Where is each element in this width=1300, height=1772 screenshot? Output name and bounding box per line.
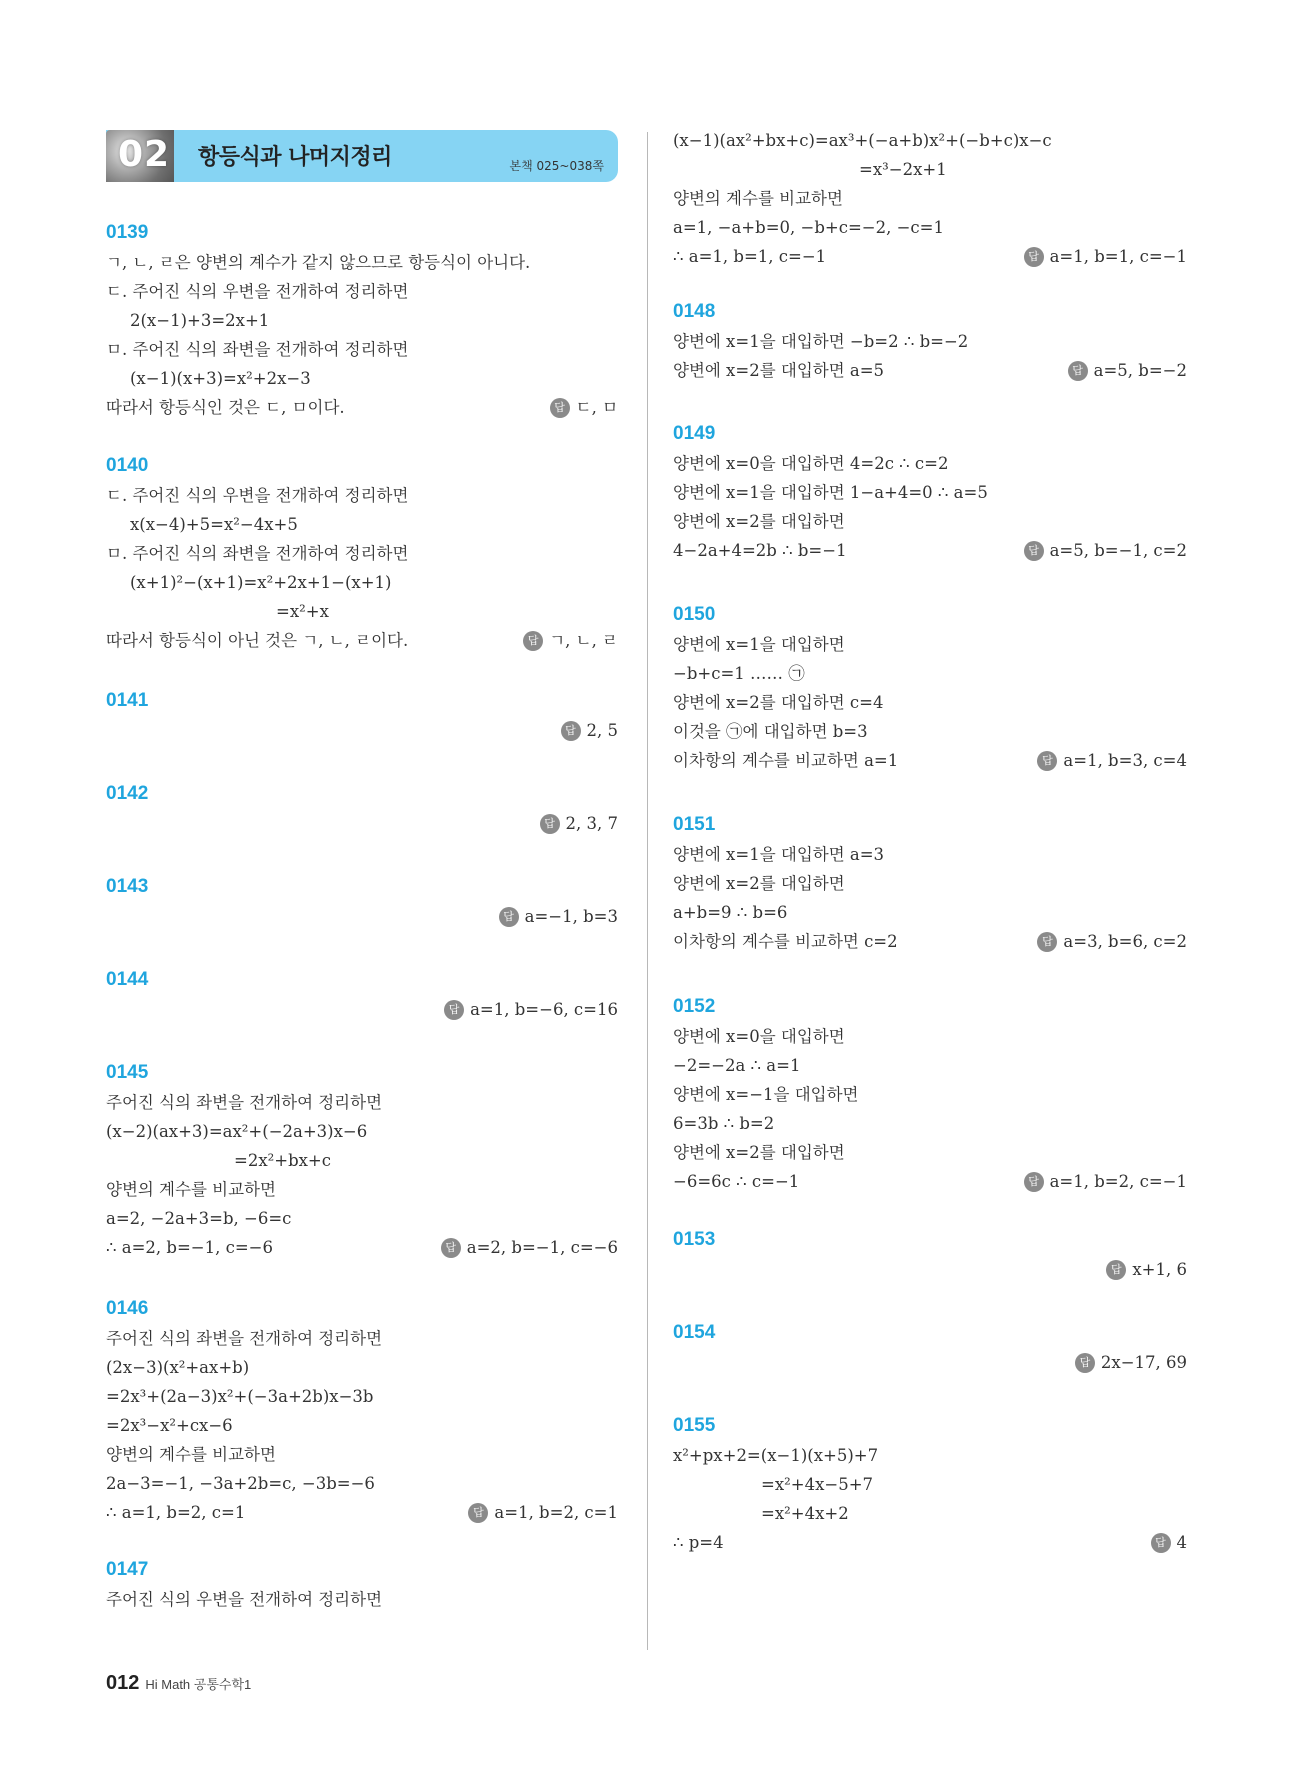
solution-line [673, 630, 1187, 659]
problem-block [106, 451, 618, 655]
page-footer [106, 1672, 251, 1695]
solution-line [673, 717, 1187, 746]
solution-text: x(x−4)+5=x²−4x+5 [130, 515, 298, 534]
solution-text: 양변에 x=2를 대입하면 a=5 [673, 361, 885, 380]
solution-line [673, 184, 1187, 213]
problem-block [106, 1058, 618, 1262]
solution-line [673, 507, 1187, 536]
problem-block [106, 1294, 618, 1527]
solution-text: 양변에 x=2를 대입하면 c=4 [673, 693, 884, 712]
solution-line [673, 1470, 1187, 1499]
solution-text: a=2, −2a+3=b, −6=c [106, 1209, 292, 1228]
solution-line [106, 1233, 618, 1262]
solution-line [106, 1175, 618, 1204]
column-divider [647, 132, 648, 1650]
book-title: Hi Math 공통수학1 [145, 1677, 252, 1692]
solution-text: 2(x−1)+3=2x+1 [130, 311, 270, 330]
solution-text: 양변의 계수를 비교하면 [106, 1445, 276, 1464]
problem-number: 0145 [106, 1062, 149, 1083]
solution-text: 양변에 x=0을 대입하면 [673, 1027, 845, 1046]
problem-number: 0152 [673, 996, 716, 1017]
answer-value: a=1, b=1, c=−1 [1049, 247, 1187, 266]
answer-value: a=−1, b=3 [524, 907, 618, 926]
problem-number: 0141 [106, 690, 149, 711]
solution-text: 따라서 항등식이 아닌 것은 ㄱ, ㄴ, ㄹ이다. [106, 631, 409, 650]
problem-block [106, 1555, 618, 1614]
solution-text: ㄷ. 주어진 식의 우변을 전개하여 정리하면 [106, 486, 409, 505]
solution-line [673, 536, 1187, 565]
solution-text: (2x−3)(x²+ax+b) [106, 1358, 250, 1377]
problem-block [673, 600, 1187, 775]
solution-line [673, 840, 1187, 869]
problem-number: 0153 [673, 1229, 716, 1250]
solution-line [106, 1324, 618, 1353]
solution-text: 양변에 x=1을 대입하면 1−a+4=0 ∴ a=5 [673, 483, 988, 502]
solution-line [106, 1088, 618, 1117]
answer-mark-icon: 답 [1024, 1172, 1044, 1192]
answer-value: a=1, b=−6, c=16 [470, 1000, 618, 1019]
solution-text: (x−1)(ax²+bx+c)=ax³+(−a+b)x²+(−b+c)x−c [673, 131, 1052, 150]
solution-text: =x³−2x+1 [859, 160, 947, 179]
solution-text: =x²+x [276, 602, 329, 621]
answer-mark-icon: 답 [441, 1238, 461, 1258]
answer [1037, 746, 1187, 775]
solution-text: 2a−3=−1, −3a+2b=c, −3b=−6 [106, 1474, 375, 1493]
answer [1024, 536, 1187, 565]
solution-text: (x−2)(ax+3)=ax²+(−2a+3)x−6 [106, 1122, 368, 1141]
problem-block [106, 686, 618, 745]
answer [1075, 1348, 1187, 1377]
solution-text: a+b=9 ∴ b=6 [673, 903, 788, 922]
answer [523, 626, 618, 655]
solution-text: ㄷ. 주어진 식의 우변을 전개하여 정리하면 [106, 282, 409, 301]
answer [561, 716, 619, 745]
solution-text: −6=6c ∴ c=−1 [673, 1172, 800, 1191]
answer-mark-icon: 답 [1037, 751, 1057, 771]
solution-line [673, 688, 1187, 717]
answer-mark-icon: 답 [1068, 361, 1088, 381]
solution-text: ㄱ, ㄴ, ㄹ은 양변의 계수가 같지 않으므로 항등식이 아니다. [106, 253, 531, 272]
page-reference: 본책 025~038쪽 [509, 159, 604, 173]
solution-line [106, 277, 618, 306]
solution-line [106, 1411, 618, 1440]
solution-line [673, 927, 1187, 956]
answer-line [106, 716, 618, 745]
solution-line [673, 1499, 1187, 1528]
solution-line [106, 510, 618, 539]
solution-text: 이차항의 계수를 비교하면 a=1 [673, 751, 899, 770]
solution-text: 주어진 식의 우변을 전개하여 정리하면 [106, 1590, 383, 1609]
solution-line [673, 1138, 1187, 1167]
solution-text: 양변에 x=0을 대입하면 4=2c ∴ c=2 [673, 454, 949, 473]
solution-line [673, 1109, 1187, 1138]
solution-text: 양변에 x=1을 대입하면 [673, 635, 845, 654]
answer [441, 1233, 618, 1262]
solution-line [673, 869, 1187, 898]
solution-text: 양변에 x=−1을 대입하면 [673, 1085, 859, 1104]
answer-value: a=1, b=2, c=−1 [1049, 1172, 1187, 1191]
solution-text: 주어진 식의 좌변을 전개하여 정리하면 [106, 1093, 383, 1112]
solution-line [106, 481, 618, 510]
page-number: 012 [106, 1672, 140, 1694]
solution-text: 이차항의 계수를 비교하면 c=2 [673, 932, 898, 951]
solution-line [106, 1440, 618, 1469]
solution-line [673, 1022, 1187, 1051]
solution-text: 양변의 계수를 비교하면 [673, 189, 843, 208]
solution-line [106, 1146, 618, 1175]
answer-mark-icon: 답 [1024, 247, 1044, 267]
solution-text: 양변의 계수를 비교하면 [106, 1180, 276, 1199]
solution-line [106, 1469, 618, 1498]
solution-text: −2=−2a ∴ a=1 [673, 1056, 801, 1075]
solution-line [673, 356, 1187, 385]
solution-line [106, 626, 618, 655]
solution-line [673, 242, 1187, 271]
answer [550, 393, 618, 422]
problem-number: 0148 [673, 301, 716, 322]
solution-line [106, 364, 618, 393]
solution-line [106, 248, 618, 277]
answer-value: ㄱ, ㄴ, ㄹ [549, 631, 618, 650]
problem-number: 0142 [106, 783, 149, 804]
solution-text: ∴ p=4 [673, 1533, 724, 1552]
answer-value: 2, 5 [586, 721, 618, 740]
answer-value: a=5, b=−2 [1093, 361, 1187, 380]
problem-number: 0143 [106, 876, 149, 897]
problem-block [673, 1225, 1187, 1284]
solution-line [106, 1498, 618, 1527]
answer-line [673, 1348, 1187, 1377]
solution-text: −b+c=1 …… ㉠ [673, 664, 805, 683]
answer-mark-icon: 답 [1024, 541, 1044, 561]
solution-line [673, 1051, 1187, 1080]
solution-line [673, 1167, 1187, 1196]
problem-block [106, 779, 618, 838]
solution-line [673, 126, 1187, 155]
problem-block [106, 872, 618, 931]
solution-line [673, 1441, 1187, 1470]
answer [1151, 1528, 1188, 1557]
solution-text: 양변에 x=2를 대입하면 [673, 1143, 845, 1162]
answer [1024, 242, 1187, 271]
solution-text: 주어진 식의 좌변을 전개하여 정리하면 [106, 1329, 383, 1348]
solution-text: 4−2a+4=2b ∴ b=−1 [673, 541, 847, 560]
answer-value: a=1, b=3, c=4 [1063, 751, 1187, 770]
answer-mark-icon: 답 [499, 907, 519, 927]
solution-text: (x+1)²−(x+1)=x²+2x+1−(x+1) [130, 573, 392, 592]
solution-text: 양변에 x=1을 대입하면 a=3 [673, 845, 885, 864]
problem-number: 0147 [106, 1559, 149, 1580]
solution-text: ㅁ. 주어진 식의 좌변을 전개하여 정리하면 [106, 544, 409, 563]
solution-text: =2x²+bx+c [234, 1151, 332, 1170]
answer-line [673, 1255, 1187, 1284]
solution-line [673, 155, 1187, 184]
problem-number: 0146 [106, 1298, 149, 1319]
solution-line [106, 568, 618, 597]
answer-mark-icon: 답 [1037, 932, 1057, 952]
solution-text: =2x³+(2a−3)x²+(−3a+2b)x−3b [106, 1387, 374, 1406]
problem-block [673, 1411, 1187, 1557]
problem-block [106, 218, 618, 422]
answer [540, 809, 618, 838]
answer-value: 2x−17, 69 [1100, 1353, 1187, 1372]
answer-mark-icon: 답 [468, 1503, 488, 1523]
solution-line [106, 1204, 618, 1233]
problem-number: 0151 [673, 814, 716, 835]
answer-mark-icon: 답 [444, 1000, 464, 1020]
answer-value: 2, 3, 7 [565, 814, 618, 833]
answer-value: a=5, b=−1, c=2 [1049, 541, 1187, 560]
solution-text: =x²+4x+2 [761, 1504, 849, 1523]
problem-block [673, 126, 1187, 271]
solution-line [673, 1080, 1187, 1109]
problem-block [673, 419, 1187, 565]
answer-value: a=1, b=2, c=1 [494, 1503, 618, 1522]
solution-line [106, 597, 618, 626]
problem-number: 0150 [673, 604, 716, 625]
solution-line [106, 393, 618, 422]
solution-text: (x−1)(x+3)=x²+2x−3 [130, 369, 311, 388]
solution-text: 6=3b ∴ b=2 [673, 1114, 775, 1133]
solution-text: ∴ a=1, b=2, c=1 [106, 1503, 246, 1522]
solution-text: 양변에 x=2를 대입하면 [673, 512, 845, 531]
solution-text: ∴ a=2, b=−1, c=−6 [106, 1238, 273, 1257]
problem-number: 0154 [673, 1322, 716, 1343]
solution-line [673, 478, 1187, 507]
section-title: 항등식과 나머지정리 [198, 145, 392, 170]
solution-line [673, 898, 1187, 927]
problem-block [673, 992, 1187, 1196]
problem-number: 0149 [673, 423, 716, 444]
answer-mark-icon: 답 [550, 398, 570, 418]
solution-line [673, 449, 1187, 478]
problem-block [673, 1318, 1187, 1377]
solution-line [673, 1528, 1187, 1557]
answer [1037, 927, 1187, 956]
solution-text: ∴ a=1, b=1, c=−1 [673, 247, 827, 266]
solution-text: 양변에 x=1을 대입하면 −b=2 ∴ b=−2 [673, 332, 969, 351]
answer-value: 4 [1176, 1533, 1187, 1552]
solution-text: ㅁ. 주어진 식의 좌변을 전개하여 정리하면 [106, 340, 409, 359]
problem-block [673, 297, 1187, 385]
answer-value: x+1, 6 [1132, 1260, 1187, 1279]
solution-line [673, 746, 1187, 775]
section-number: 02 [118, 134, 171, 175]
problem-number: 0155 [673, 1415, 716, 1436]
solution-line [106, 1382, 618, 1411]
answer-mark-icon: 답 [1075, 1353, 1095, 1373]
answer [1068, 356, 1187, 385]
answer-line [106, 902, 618, 931]
solution-text: =x²+4x−5+7 [761, 1475, 874, 1494]
answer [1106, 1255, 1187, 1284]
solution-line [106, 1117, 618, 1146]
answer-line [106, 809, 618, 838]
answer-value: a=2, b=−1, c=−6 [466, 1238, 618, 1257]
answer [499, 902, 618, 931]
solution-line [673, 327, 1187, 356]
answer-line [106, 995, 618, 1024]
solution-text: =2x³−x²+cx−6 [106, 1416, 233, 1435]
answer-mark-icon: 답 [1151, 1533, 1171, 1553]
solution-text: 따라서 항등식인 것은 ㄷ, ㅁ이다. [106, 398, 345, 417]
problem-number: 0140 [106, 455, 149, 476]
solution-line [106, 539, 618, 568]
problem-number: 0144 [106, 969, 149, 990]
answer-mark-icon: 답 [1106, 1260, 1126, 1280]
solution-text: a=1, −a+b=0, −b+c=−2, −c=1 [673, 218, 944, 237]
problem-block [673, 810, 1187, 956]
answer [1024, 1167, 1187, 1196]
problem-block [106, 965, 618, 1024]
answer-mark-icon: 답 [523, 631, 543, 651]
section-header [106, 130, 618, 182]
solution-text: 이것을 ㉠에 대입하면 b=3 [673, 722, 868, 741]
solution-text: 양변에 x=2를 대입하면 [673, 874, 845, 893]
answer [444, 995, 618, 1024]
solution-text: x²+px+2=(x−1)(x+5)+7 [673, 1446, 879, 1465]
solution-line [106, 306, 618, 335]
answer-mark-icon: 답 [540, 814, 560, 834]
answer [468, 1498, 618, 1527]
answer-mark-icon: 답 [561, 721, 581, 741]
answer-value: a=3, b=6, c=2 [1063, 932, 1187, 951]
problem-number: 0139 [106, 222, 149, 243]
solution-line [673, 659, 1187, 688]
answer-value: ㄷ, ㅁ [575, 398, 618, 417]
solution-line [106, 1353, 618, 1382]
solution-line [673, 213, 1187, 242]
solution-line [106, 1585, 618, 1614]
solution-line [106, 335, 618, 364]
